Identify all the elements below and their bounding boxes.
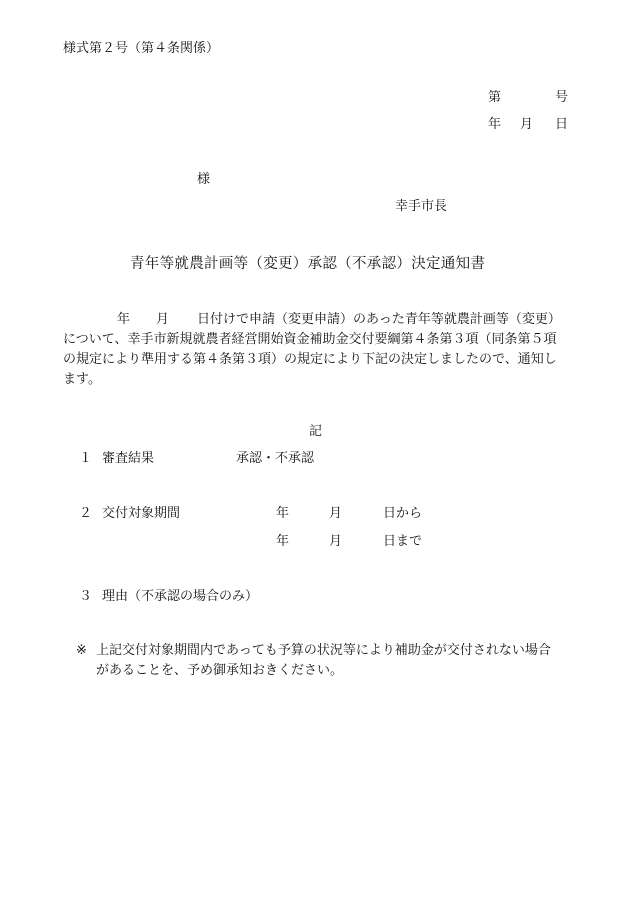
- ki-heading: 記: [309, 424, 323, 439]
- item-label: 審査結果: [102, 451, 155, 466]
- note-mark: ※: [76, 643, 87, 658]
- number-prefix: 第: [488, 90, 502, 105]
- body-line-4: ます。: [63, 372, 101, 387]
- item-label: 交付対象期間: [102, 506, 181, 521]
- date-month: 月: [520, 117, 534, 132]
- item-label: 理由（不承認の場合のみ）: [102, 589, 259, 604]
- addressee-suffix: 様: [197, 172, 211, 187]
- sender: 幸手市長: [395, 199, 448, 214]
- document-title: 青年等就農計画等（変更）承認（不承認）決定通知書: [130, 256, 486, 272]
- period-from-day: 日から: [383, 506, 423, 521]
- body-line-2: について、幸手市新規就農者経営開始資金補助金交付要綱第４条第３項（同条第５項: [63, 332, 557, 347]
- period-to-year: 年: [276, 534, 290, 549]
- period-to-month: 月: [329, 534, 343, 549]
- item-number: ２: [79, 506, 93, 521]
- number-suffix: 号: [555, 90, 569, 105]
- note-line-1: 上記交付対象期間内であっても予算の状況等により補助金が交付されない場合: [96, 643, 551, 658]
- date-day: 日: [555, 117, 569, 132]
- period-from-month: 月: [329, 506, 343, 521]
- body-month: 月: [156, 312, 170, 327]
- period-from-year: 年: [276, 506, 290, 521]
- body-year: 年: [117, 312, 131, 327]
- body-line-3: の規定により準用する第４条第３項）の規定により下記の決定しましたので、通知し: [63, 352, 557, 367]
- form-label: 様式第２号（第４条関係）: [63, 41, 220, 56]
- period-to-day: 日まで: [383, 534, 423, 549]
- date-year: 年: [488, 117, 502, 132]
- item-number: １: [79, 451, 93, 466]
- item-value: 承認・不承認: [236, 451, 315, 466]
- body-line-1: 日付けで申請（変更申請）のあった青年等就農計画等（変更）: [197, 312, 561, 327]
- item-number: ３: [79, 589, 93, 604]
- note-line-2: があることを、予め御承知おきください。: [96, 663, 344, 678]
